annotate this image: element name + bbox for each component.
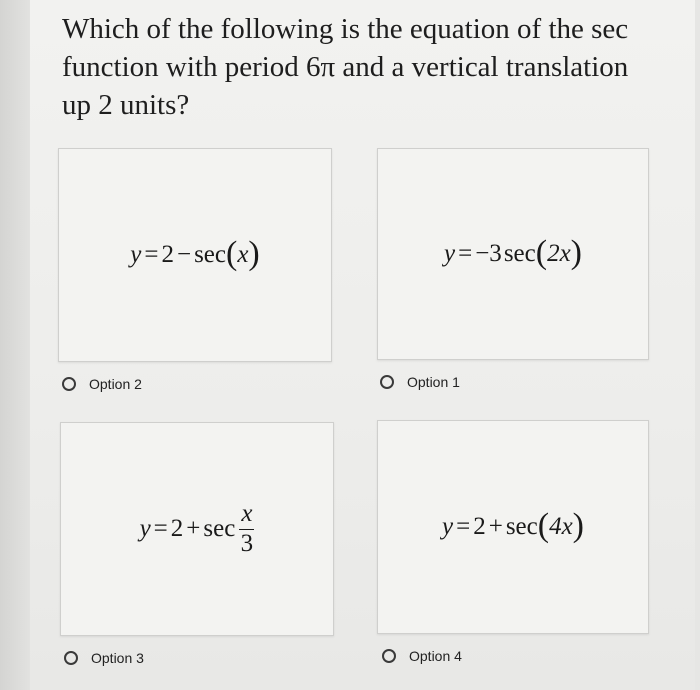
option-label: Option 1 [407,374,460,390]
radio-option-3[interactable] [64,650,144,666]
eq-arg: 2x [547,240,571,267]
radio-circle-icon[interactable] [64,651,78,665]
radio-circle-icon[interactable] [382,649,396,663]
eq-operator: + [186,515,201,542]
option-label: Option 3 [91,650,144,666]
eq-lparen: ( [225,235,238,272]
eq-operator: + [488,513,503,540]
eq-fn: sec [203,515,236,542]
eq-fn: sec [194,241,226,268]
answer-card-option-1[interactable] [377,148,649,360]
eq-denominator: 3 [240,529,254,557]
answer-card-option-3[interactable] [60,422,334,636]
equation-option-2 [130,235,260,272]
equation-option-1 [443,234,582,271]
radio-circle-icon[interactable] [62,377,76,391]
question-text: Which of the following is the equation of the sec function with period 6π and a vertical translation up 2 units? [62,13,629,121]
eq-rparen: ) [570,234,582,271]
eq-equals: = [458,240,473,267]
eq-var: y [441,513,454,540]
equation-option-4 [441,507,584,544]
eq-lparen: ( [537,507,550,544]
eq-equals: = [144,241,159,268]
eq-const: 2 [473,513,486,540]
page-edge [0,0,30,690]
eq-arg: 4x [549,513,573,540]
option-label: Option 2 [89,376,142,392]
eq-const: 2 [161,241,174,268]
option-label: Option 4 [409,648,462,664]
eq-equals: = [456,513,471,540]
answer-card-option-2[interactable] [58,148,332,362]
eq-numerator: x [239,502,254,530]
eq-lparen: ( [535,234,548,271]
eq-operator: − [176,241,192,268]
eq-var: y [139,515,151,542]
answer-card-option-4[interactable] [377,420,649,634]
radio-option-2[interactable] [62,376,142,392]
eq-rparen: ) [572,507,584,544]
eq-arg: x [237,241,249,268]
radio-option-1[interactable] [380,374,460,390]
equation-option-3 [139,499,255,557]
eq-var: y [130,241,142,268]
eq-fraction [239,499,254,557]
eq-fn: sec [503,240,536,267]
eq-var: y [443,240,456,267]
radio-option-4[interactable] [382,648,462,664]
eq-fn: sec [505,513,538,540]
eq-rparen: ) [248,235,260,272]
eq-const: −3 [475,240,502,267]
eq-equals: = [153,515,168,542]
eq-const: 2 [170,515,184,542]
radio-circle-icon[interactable] [380,375,394,389]
